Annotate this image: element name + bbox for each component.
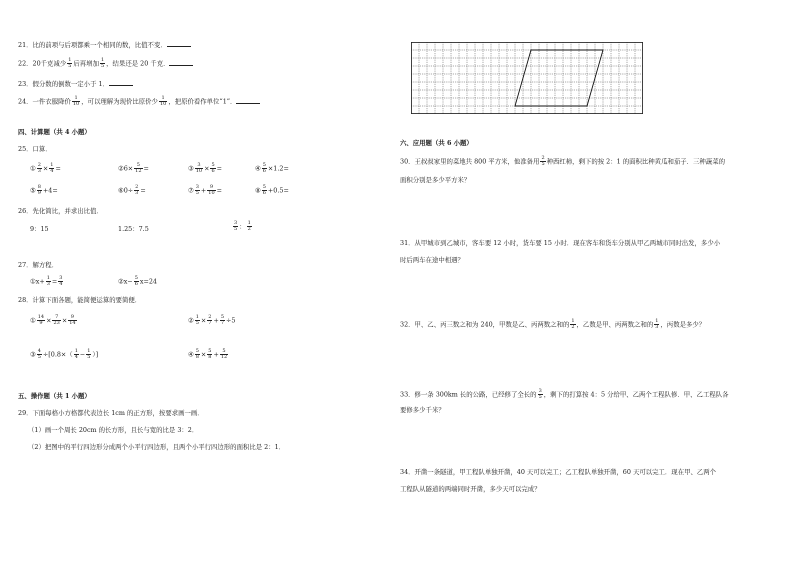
numerator: 2	[541, 155, 545, 161]
question-33-line-2: 要修多少千米？	[400, 406, 445, 414]
fraction	[207, 315, 212, 326]
denominator: 7	[220, 320, 225, 326]
calc-suffix: =	[216, 186, 223, 195]
expression-text: ）]	[92, 350, 99, 359]
calc-prefix: ⑤	[30, 186, 36, 195]
ratio-item: 1.25：7.5	[118, 225, 149, 233]
mental-calc-item	[30, 163, 61, 174]
question-32-text: ，乙数是甲、丙两数之和的	[576, 320, 654, 329]
fraction	[37, 349, 42, 360]
mental-calc-item	[255, 185, 289, 196]
question-28: 28．计算下面各题，能简便运算的要简便．	[18, 296, 142, 304]
denominator: 8	[195, 354, 199, 360]
numerator: 3	[538, 388, 542, 394]
question-21	[18, 40, 191, 49]
denominator: 4	[74, 354, 78, 360]
answer-blank[interactable]	[109, 79, 133, 86]
numerator: 1	[195, 314, 199, 320]
mental-calc-item	[118, 185, 146, 196]
numerator: 1	[46, 275, 50, 281]
denominator: 2	[571, 324, 575, 330]
question-30-text: 30．王叔叔家里的菜地共 800 平方米，他准备用	[400, 157, 540, 166]
item-number: ②	[188, 316, 194, 325]
fraction	[195, 349, 200, 360]
fraction	[195, 163, 203, 174]
denominator: 2	[247, 226, 251, 232]
numerator: 5	[262, 162, 266, 168]
numerator: 5	[134, 163, 142, 169]
expression-text: ÷5	[226, 316, 236, 325]
fraction	[37, 185, 42, 196]
denominator: 9	[39, 320, 43, 326]
denominator: 6	[262, 190, 266, 196]
numerator: 14	[37, 314, 45, 320]
question-22	[18, 58, 193, 69]
fraction	[46, 276, 51, 287]
numerator: 1	[247, 220, 251, 226]
question-23-text: 23．假分数的倒数一定小于 1．	[18, 80, 109, 88]
denominator: 7	[208, 320, 212, 326]
fraction	[220, 315, 225, 326]
question-23	[18, 79, 133, 88]
calc-suffix: =	[55, 164, 61, 173]
numerator: 2	[135, 184, 139, 190]
numerator: 5	[208, 348, 212, 354]
denominator: 5	[195, 320, 199, 326]
section-6-heading: 六、应用题（共 6 小题）	[400, 139, 473, 147]
equation-2	[118, 276, 157, 287]
denominator: 3	[46, 281, 50, 287]
fraction	[654, 319, 659, 330]
mental-calc-item	[255, 163, 289, 174]
fraction	[37, 163, 42, 174]
calc-prefix: ⑥0÷	[118, 186, 134, 195]
section-5-heading: 五、操作题（共 1 小题）	[18, 392, 91, 400]
numerator: 9	[68, 315, 76, 321]
question-32-text: ，丙数是多少？	[660, 320, 706, 329]
question-34: 34．开凿一条隧道，甲工程队单独开凿，40 天可以完工；乙工程队单独开凿，60 天可以完工．现在甲、乙两个	[400, 468, 717, 476]
grid-figure	[411, 42, 643, 114]
ratio-item	[232, 221, 253, 232]
denominator: 5	[234, 226, 238, 232]
fraction	[49, 163, 54, 174]
item-number: ③	[30, 350, 36, 359]
denominator: 5	[68, 63, 72, 69]
equation-text: ②x−	[118, 277, 133, 286]
calculation-3	[30, 349, 98, 360]
answer-blank[interactable]	[167, 40, 191, 47]
question-30	[400, 156, 725, 167]
numerator: 3	[234, 220, 238, 226]
mental-calc-item	[118, 163, 149, 174]
calc-suffix: =	[143, 164, 149, 173]
fraction	[195, 315, 200, 326]
equation-text: ①x+	[30, 277, 45, 286]
calc-prefix: ②6×	[118, 164, 134, 173]
denominator: 5	[195, 190, 199, 196]
calculation-1: ① $\frac{14}{9}$ × $\frac{7}{23}$ × $\frac{9}{14}$	[30, 314, 76, 326]
question-29-part-2: （2）把图中的平行四边形分成两个小平行四边形，且两个小平行四边形的面积比是 2：1．	[28, 443, 286, 451]
question-31-line-2: 时后两车在途中相遇？	[400, 256, 464, 264]
calc-operator: ×	[42, 164, 49, 173]
expression-text: −	[79, 350, 86, 359]
denominator: 5	[538, 394, 542, 400]
fraction	[37, 315, 45, 326]
fraction	[538, 389, 543, 400]
numerator: 2	[208, 314, 212, 320]
question-33	[400, 389, 729, 400]
denominator: 3	[37, 168, 41, 174]
question-25: 25．口算．	[18, 145, 52, 153]
calc-operator: +	[200, 186, 207, 195]
question-31: 31．从甲城市到乙城市，客车要 12 小时，货车要 15 小时．现在客车和货车分别从甲乙两城市同时出发，多少小	[400, 239, 721, 247]
answer-blank[interactable]	[169, 59, 193, 66]
numerator: 1	[72, 96, 80, 102]
fraction	[72, 96, 80, 107]
denominator: 5	[87, 354, 91, 360]
colon: ：	[239, 222, 246, 231]
fraction	[134, 185, 139, 196]
calc-operator: ×	[204, 164, 210, 173]
denominator: 12	[220, 354, 228, 360]
question-24	[18, 96, 260, 107]
numerator: 1	[68, 57, 72, 63]
numerator: 1	[50, 162, 54, 168]
numerator: 7	[52, 315, 60, 321]
fraction	[68, 315, 76, 326]
fraction	[207, 185, 215, 196]
fraction	[540, 156, 545, 167]
question-33-text: ，剩下的打算按 4：5 分给甲、乙两个工程队修．甲、乙工程队各	[543, 390, 729, 399]
denominator: 5	[37, 354, 41, 360]
fraction	[58, 276, 63, 287]
calc-suffix: =	[140, 186, 146, 195]
fraction	[100, 58, 105, 69]
numerator: 1	[100, 57, 105, 63]
fraction	[67, 58, 72, 69]
mental-calc-item	[188, 185, 222, 196]
numerator: 1	[159, 96, 167, 102]
question-24-text: ，把原价看作单位“1”．	[168, 97, 237, 106]
question-32	[400, 319, 705, 330]
numerator: 3	[59, 275, 63, 281]
numerator: 5	[211, 162, 215, 168]
fraction	[262, 163, 267, 174]
denominator: 9	[37, 190, 41, 196]
question-32-text: 32．甲、乙、丙三数之和为 240，甲数是乙、丙两数之和的	[400, 320, 570, 329]
calculation-2: ② $\frac{1}{5}$ × $\frac{2}{7}$ + $\frac{5}{7}$ ÷5	[188, 314, 236, 326]
question-34-line-2: 工程队从隧道的两端同时开凿，多少天可以完成？	[400, 485, 541, 493]
equation-text: x=24	[139, 277, 157, 286]
denominator: 10	[72, 101, 80, 107]
denominator: 8	[208, 354, 212, 360]
denominator: 10	[159, 101, 167, 107]
fraction	[52, 315, 60, 326]
question-29: 29．下面每格小方格都代表边长 1cm 的正方形，按要求画一画．	[18, 409, 204, 417]
question-24-text: 24．一件衣服降价	[18, 97, 71, 106]
answer-blank[interactable]	[236, 97, 260, 104]
numerator: 1	[87, 348, 91, 354]
numerator: 1	[74, 348, 78, 354]
grid-border	[411, 42, 642, 113]
question-29-part-1: （1）画一个周长 20cm 的长方形，且长与宽的比是 3：2．	[28, 426, 199, 434]
calc-prefix: ⑦	[188, 186, 194, 195]
denominator: 6	[211, 168, 215, 174]
ratio-item: 9：15	[30, 225, 49, 233]
calc-prefix: ③	[188, 164, 194, 173]
question-33-text: 33．修一条 300km 长的公路，已经修了全长的	[400, 390, 537, 399]
mental-calc-item	[30, 185, 58, 196]
numerator: 8	[37, 184, 41, 190]
fraction	[247, 221, 252, 232]
numerator: 3	[195, 184, 199, 190]
denominator: 5	[100, 63, 105, 69]
fraction	[195, 185, 200, 196]
fraction	[159, 96, 167, 107]
fraction	[134, 276, 139, 287]
fraction	[74, 349, 79, 360]
item-number: ④	[188, 350, 194, 359]
equation-text: =	[51, 277, 58, 286]
question-30-text: 种西红柿，剩下的按 2：1 的面积比种黄瓜和茄子．三种蔬菜的	[546, 157, 725, 166]
fraction	[570, 319, 575, 330]
denominator: 4	[50, 168, 54, 174]
calc-prefix: ①	[30, 164, 36, 173]
fraction	[262, 185, 267, 196]
fraction	[134, 163, 142, 174]
denominator: 6	[134, 281, 138, 287]
fraction	[210, 163, 215, 174]
numerator: 2	[37, 162, 41, 168]
item-number: ①	[30, 316, 36, 325]
fraction	[86, 349, 91, 360]
numerator: 1	[655, 318, 659, 324]
section-4-heading: 四、计算题（共 4 小题）	[18, 128, 91, 136]
numerator: 5	[134, 275, 138, 281]
numerator: 3	[195, 163, 203, 169]
calc-suffix: =	[216, 164, 223, 173]
expression-text: ÷[0.8×（	[42, 350, 73, 359]
calc-operator: +0.5=	[267, 186, 289, 195]
denominator: 3	[135, 190, 139, 196]
fraction	[233, 221, 238, 232]
question-22-text: ，结果还是 20 千克．	[106, 59, 170, 68]
question-22-text: 后再增加	[73, 59, 99, 68]
denominator: 23	[53, 320, 60, 326]
mental-calc-item	[188, 163, 222, 174]
equation-1	[30, 276, 64, 287]
numerator: 5	[262, 184, 266, 190]
question-26: 26．先化简比，并求出比值．	[18, 207, 103, 215]
denominator: 3	[655, 324, 659, 330]
denominator: 14	[69, 320, 76, 326]
numerator: 4	[37, 348, 41, 354]
fraction	[220, 349, 228, 360]
calc-prefix: ⑧	[255, 186, 261, 195]
denominator: 5	[541, 161, 545, 167]
denominator: 12	[135, 168, 142, 174]
denominator: 10	[208, 190, 215, 196]
question-30-line-2: 面积分别是多少平方米？	[400, 176, 471, 184]
question-22-text: 22．20千克减少	[18, 59, 67, 68]
numerator: 5	[195, 348, 199, 354]
denominator: 4	[59, 281, 63, 287]
fraction	[207, 349, 212, 360]
question-21-text: 21．比的前项与后项都乘一个相同的数，比值不变．	[18, 41, 167, 49]
question-27: 27．解方程．	[18, 261, 59, 269]
calculation-4: ④ $\frac{5}{8}$ × $\frac{5}{8}$ + $\frac{5}{12}$	[188, 348, 228, 360]
calc-operator: ×1.2=	[267, 164, 289, 173]
numerator: 5	[220, 314, 225, 320]
numerator: 9	[207, 185, 215, 191]
question-24-text: ，可以理解为现价比原价少	[81, 97, 158, 106]
numerator: 1	[571, 318, 575, 324]
calc-prefix: ④	[255, 164, 261, 173]
denominator: 10	[195, 168, 203, 174]
parallelogram-shape	[515, 50, 603, 106]
calc-operator: +4=	[42, 186, 58, 195]
numerator: 5	[220, 349, 228, 355]
denominator: 6	[262, 168, 266, 174]
